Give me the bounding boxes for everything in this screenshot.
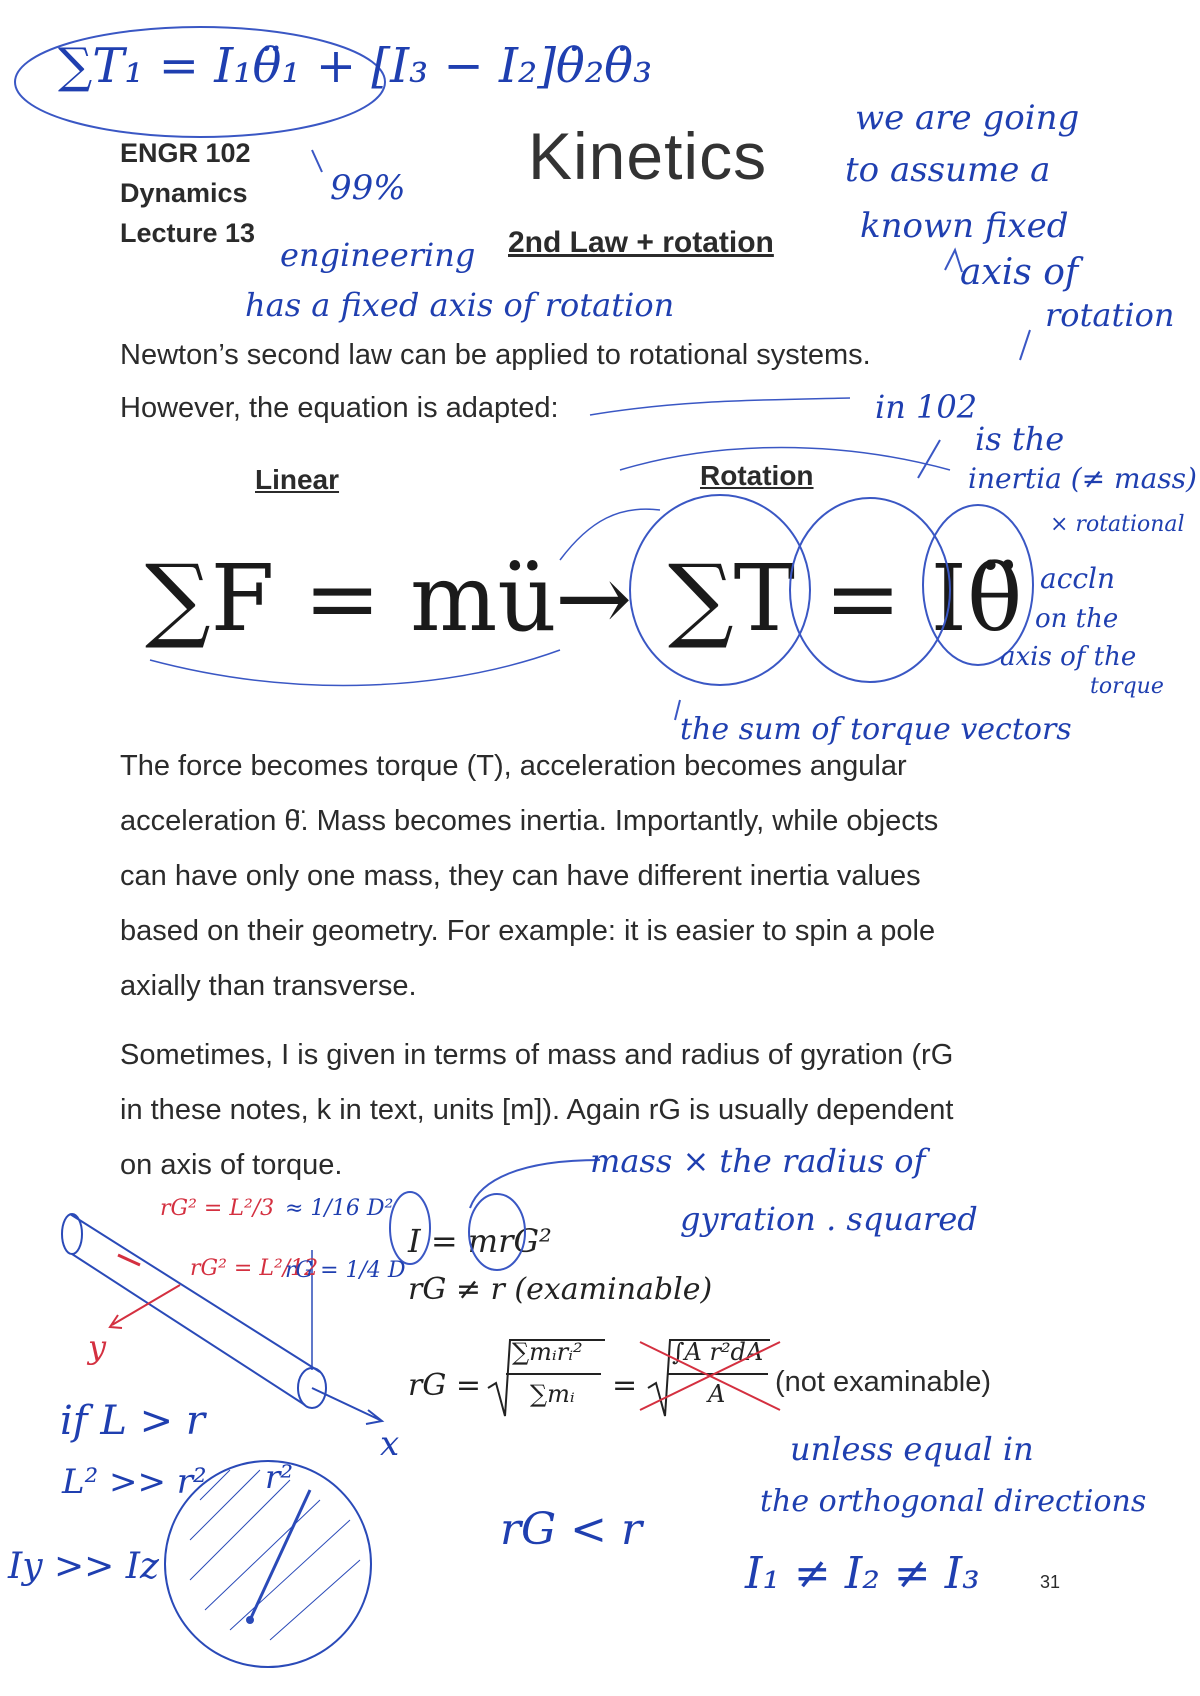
hand-fraction-2: rG = 1/4 D (285, 1258, 406, 1283)
page-subtitle: 2nd Law + rotation (508, 226, 774, 259)
hand-rotational: × rotational (1050, 512, 1185, 537)
hand-is-the: is the (975, 420, 1065, 458)
hand-assume-1: we are going (855, 98, 1080, 138)
hand-i-not-equal: I₁ ≠ I₂ ≠ I₃ (745, 1548, 980, 1599)
hand-gyration-squared: gyration . squared (680, 1200, 978, 1238)
equation-arrow: → (555, 545, 633, 652)
lecture-number: Lecture 13 (120, 218, 256, 248)
hand-rg-less-r: rG < r (500, 1504, 643, 1555)
hand-assume-5: rotation (1045, 296, 1175, 334)
paragraph-1-line-4: based on their geometry. For example: it is easier to spin a pole (120, 915, 936, 947)
integral-denominator: A (708, 1380, 726, 1408)
hand-sum-torque: the sum of torque vectors (680, 712, 1072, 747)
hand-red-rg-2: rG² = L²/12 (190, 1256, 319, 1281)
paragraph-1-line-5: axially than transverse. (120, 970, 417, 1002)
course-code: ENGR 102 (120, 138, 251, 168)
hand-in-102: in 102 (875, 388, 978, 426)
paragraph-1-line-1: The force becomes torque (T), acceleration becomes angular (120, 750, 907, 782)
hand-torque: torque (1090, 674, 1164, 699)
hand-unless: unless equal in (790, 1430, 1034, 1468)
linear-heading: Linear (255, 464, 340, 495)
hand-inertia-mass: inertia (≠ mass) (968, 462, 1197, 495)
hand-axis-y: y (88, 1328, 107, 1366)
hand-assume-4: axis of (960, 252, 1079, 293)
integral-numerator: ∫A r²dA (672, 1338, 764, 1366)
hand-red-rg-1: rG² = L²/3 (160, 1196, 275, 1221)
paragraph-2-line-3: on axis of torque. (120, 1149, 343, 1181)
hand-r-squared: r² (265, 1458, 294, 1496)
hand-assume-2: to assume a (845, 150, 1051, 190)
hand-axis-of-the: axis of the (1000, 642, 1137, 672)
hand-l2-gg-r2: L² >> r² (62, 1462, 207, 1502)
inertia-formula: I = mrG² (408, 1222, 552, 1260)
page-number: 31 (1040, 1572, 1061, 1592)
rotation-heading: Rotation (700, 460, 814, 491)
hand-axis-x: x (380, 1424, 400, 1464)
paragraph-1-line-3: can have only one mass, they can have different inertia values (120, 860, 921, 892)
hand-orthogonal: the orthogonal directions (760, 1484, 1147, 1519)
hand-fraction-1: ≈ 1/16 D² (285, 1196, 394, 1221)
linear-equation: ∑F = mü (145, 545, 557, 652)
intro-line-1: Newton’s second law can be applied to rotational systems. (120, 339, 871, 371)
middle-equals: = (612, 1368, 638, 1403)
hand-assume-3: known fixed (860, 206, 1069, 246)
course-subject: Dynamics (120, 178, 248, 208)
not-examinable-note: (not examinable) (775, 1366, 991, 1398)
hand-if-l-gt-r: if L > r (60, 1398, 205, 1444)
page-title: Kinetics (528, 119, 768, 193)
hand-fixed-axis: has a fixed axis of rotation (245, 286, 675, 324)
intro-line-2: However, the equation is adapted: (120, 392, 559, 424)
hand-percent: 99% (330, 168, 406, 208)
hand-top-equation: ∑T₁ = I₁θ̈₁ + [I₃ − I₂]θ̇₂θ̇₃ (58, 38, 653, 94)
radius-not-equal-formula: rG ≠ r (examinable) (408, 1272, 713, 1307)
paragraph-2-line-1: Sometimes, I is given in terms of mass and radius of gyration (rG (120, 1039, 954, 1071)
hand-accln: accln (1040, 562, 1116, 595)
paragraph-2-line-2: in these notes, k in text, units [m]). Again rG is usually dependent (120, 1094, 954, 1126)
rotation-equation: ∑T = Iθ̈ (668, 545, 1023, 652)
hand-engineering: engineering (280, 236, 476, 274)
hand-on-the: on the (1035, 604, 1119, 634)
hand-mass-radius: mass × the radius of (590, 1142, 926, 1180)
gyration-lhs: rG = (408, 1368, 481, 1403)
hand-iy-gg-iz: Iy >> Iz (8, 1546, 159, 1587)
sum-denominator: ∑mᵢ (530, 1380, 575, 1408)
paragraph-1-line-2: acceleration θ̈. Mass becomes inertia. Importantly, while objects (120, 805, 939, 837)
sum-numerator: ∑mᵢrᵢ² (512, 1338, 583, 1366)
